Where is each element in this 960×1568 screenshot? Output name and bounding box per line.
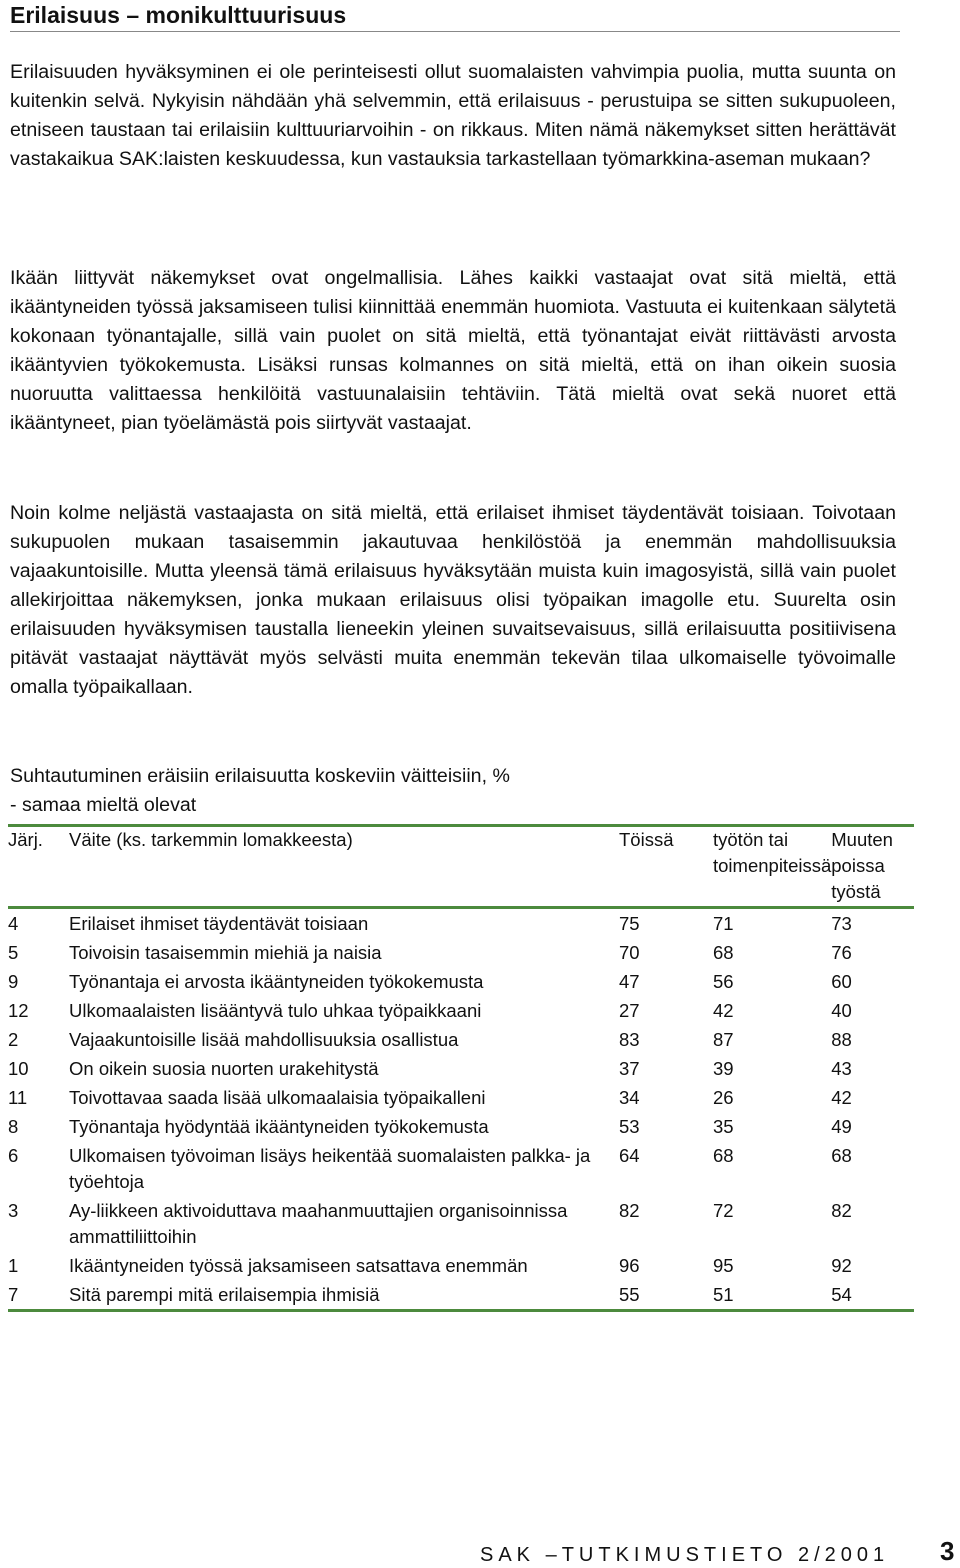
cell-unemployed: 26 (713, 1087, 734, 1108)
cell-order: 11 (8, 1087, 28, 1108)
cell-unemployed: 56 (713, 971, 734, 992)
cell-unemployed: 39 (713, 1058, 734, 1079)
header-unemployed: työtön tai toimenpiteissä (713, 829, 832, 876)
cell-unemployed: 72 (713, 1200, 734, 1221)
cell-statement: Erilaiset ihmiset täydentävät toisiaan (69, 913, 369, 934)
table-row (8, 996, 914, 1025)
cell-employed: 34 (619, 1087, 640, 1108)
cell-order: 7 (8, 1284, 19, 1305)
table-row (8, 1196, 914, 1251)
cell-order: 10 (8, 1058, 29, 1079)
cell-order: 3 (8, 1200, 19, 1221)
cell-unemployed: 87 (713, 1029, 734, 1050)
cell-employed: 47 (619, 971, 640, 992)
table-caption-line2: - samaa mieltä olevat (10, 794, 197, 816)
cell-unemployed: 51 (713, 1284, 734, 1305)
cell-statement: Ay-liikkeen aktivoiduttava maahanmuuttajien organisoinnissa ammattiliittoihin (69, 1200, 568, 1247)
cell-statement: Sitä parempi mitä erilaisempia ihmisiä (69, 1284, 380, 1305)
cell-statement: Työnantaja hyödyntää ikääntyneiden työkokemusta (69, 1116, 489, 1137)
publication-footer: SAK –TUTKIMUSTIETO 2/2001 (480, 1544, 890, 1566)
cell-employed: 27 (619, 1000, 640, 1021)
cell-unemployed: 68 (713, 1145, 734, 1166)
cell-statement: Toivoisin tasaisemmin miehiä ja naisia (69, 942, 382, 963)
table-row (8, 1251, 914, 1280)
cell-unemployed: 95 (713, 1255, 734, 1276)
cell-otherwise-absent: 43 (831, 1058, 852, 1079)
cell-order: 8 (8, 1116, 19, 1137)
cell-employed: 96 (619, 1255, 640, 1276)
cell-otherwise-absent: 76 (831, 942, 852, 963)
table-caption (10, 762, 710, 820)
cell-order: 1 (8, 1255, 19, 1276)
cell-employed: 82 (619, 1200, 640, 1221)
cell-statement: Työnantaja ei arvosta ikääntyneiden työkokemusta (69, 971, 484, 992)
cell-otherwise-absent: 88 (831, 1029, 852, 1050)
cell-unemployed: 68 (713, 942, 734, 963)
cell-otherwise-absent: 92 (831, 1255, 852, 1276)
table-header-row (8, 826, 914, 908)
page-title: Erilaisuus – monikulttuurisuus (10, 0, 900, 32)
cell-unemployed: 42 (713, 1000, 734, 1021)
cell-otherwise-absent: 42 (831, 1087, 852, 1108)
attitudes-table (8, 824, 914, 1312)
cell-employed: 83 (619, 1029, 640, 1050)
table-row (8, 967, 914, 996)
cell-statement: Ikääntyneiden työssä jaksamiseen satsattava enemmän (69, 1255, 528, 1276)
table-row (8, 1141, 914, 1196)
cell-statement: On oikein suosia nuorten urakehitystä (69, 1058, 379, 1079)
header-employed: Töissä (619, 829, 674, 850)
cell-unemployed: 35 (713, 1116, 734, 1137)
cell-order: 6 (8, 1145, 19, 1166)
table-row (8, 1054, 914, 1083)
table-row (8, 1280, 914, 1311)
cell-order: 9 (8, 971, 19, 992)
cell-statement: Vajaakuntoisille lisää mahdollisuuksia osallistua (69, 1029, 459, 1050)
cell-order: 5 (8, 942, 19, 963)
cell-order: 12 (8, 1000, 29, 1021)
header-order: Järj. (8, 829, 43, 850)
cell-employed: 75 (619, 913, 640, 934)
page-number: 3 (940, 1536, 955, 1566)
cell-statement: Ulkomaisen työvoiman lisäys heikentää suomalaisten palkka- ja työehtoja (69, 1145, 591, 1192)
cell-statement: Ulkomaalaisten lisääntyvä tulo uhkaa työpaikkaani (69, 1000, 482, 1021)
cell-otherwise-absent: 82 (831, 1200, 852, 1221)
cell-otherwise-absent: 60 (831, 971, 852, 992)
cell-employed: 55 (619, 1284, 640, 1305)
table-row (8, 1025, 914, 1054)
cell-otherwise-absent: 54 (831, 1284, 852, 1305)
header-statement: Väite (ks. tarkemmin lomakkeesta) (69, 829, 353, 850)
table-caption-line1: Suhtautuminen eräisiin erilaisuutta koskeviin väitteisiin, % (10, 765, 510, 787)
cell-employed: 53 (619, 1116, 640, 1137)
header-otherwise-absent: Muuten poissa työstä (831, 829, 893, 902)
table-row (8, 1112, 914, 1141)
cell-otherwise-absent: 49 (831, 1116, 852, 1137)
diversity-paragraph: Noin kolme neljästä vastaajasta on sitä mieltä, että erilaiset ihmiset täydentävät toisiaan. Toivotaan sukupuolen mukaan tasaisemmin jakautuvaa henkilöstöä ja enemmän mahdollisuuksia vajaakuntoisille. Mutta yleensä tämä erilaisuus hyväksytään muista kuin imagosyistä, sillä vain puolet allekirjoittaa näkemyksen, jonka mukaan erilaisuus olisi työpaikan imagolle etu. Suurelta osin erilaisuuden hyväksymisen taustalla lieneekin yleinen suvaitsevaisuus, sillä erilaisuutta positiivisena pitävät vastaajat näyttävät myös selvästi muita enemmän tekevän tilaa ulkomaiselle työvoimalle omalla työpaikallaan. (10, 502, 896, 698)
cell-otherwise-absent: 68 (831, 1145, 852, 1166)
intro-paragraph: Erilaisuuden hyväksyminen ei ole perinteisesti ollut suomalaisten vahvimpia puolia, mutta suunta on kuitenkin selvä. Nykyisin nähdään yhä selvemmin, että erilaisuus - perustuipa se sitten sukupuoleen, etniseen taustaan tai erilaisiin kulttuuriarvoihin - on rikkaus. Miten nämä näkemykset sitten herättävät vastakaikua SAK:laisten keskuudessa, kun vastauksia tarkastellaan työmarkkina-aseman mukaan? (10, 61, 896, 170)
cell-unemployed: 71 (713, 913, 734, 934)
cell-order: 2 (8, 1029, 19, 1050)
cell-statement: Toivottavaa saada lisää ulkomaalaisia työpaikalleni (69, 1087, 486, 1108)
table-row (8, 1083, 914, 1112)
cell-employed: 37 (619, 1058, 640, 1079)
age-paragraph: Ikään liittyvät näkemykset ovat ongelmallisia. Lähes kaikki vastaajat ovat sitä mieltä, että ikääntyneiden työssä jaksamiseen tulisi kiinnittää enemmän huomiota. Vastuuta ei kuitenkaan sälytetä kokonaan työnantajalle, sillä vain puolet on sitä mieltä, että työnantajat eivät riittävästi arvosta ikääntyvien työkokemusta. Lisäksi runsas kolmannes on sitä mieltä, että on ihan oikein suosia nuoruutta valittaessa henkilöitä vastuunalaisiin tehtäviin. Tätä mieltä ovat sekä nuoret että ikääntyneet, pian työelämästä pois siirtyvät vastaajat. (10, 267, 896, 434)
table-row (8, 938, 914, 967)
cell-order: 4 (8, 913, 19, 934)
cell-otherwise-absent: 73 (831, 913, 852, 934)
cell-otherwise-absent: 40 (831, 1000, 852, 1021)
table-row (8, 908, 914, 939)
cell-employed: 70 (619, 942, 640, 963)
cell-employed: 64 (619, 1145, 640, 1166)
